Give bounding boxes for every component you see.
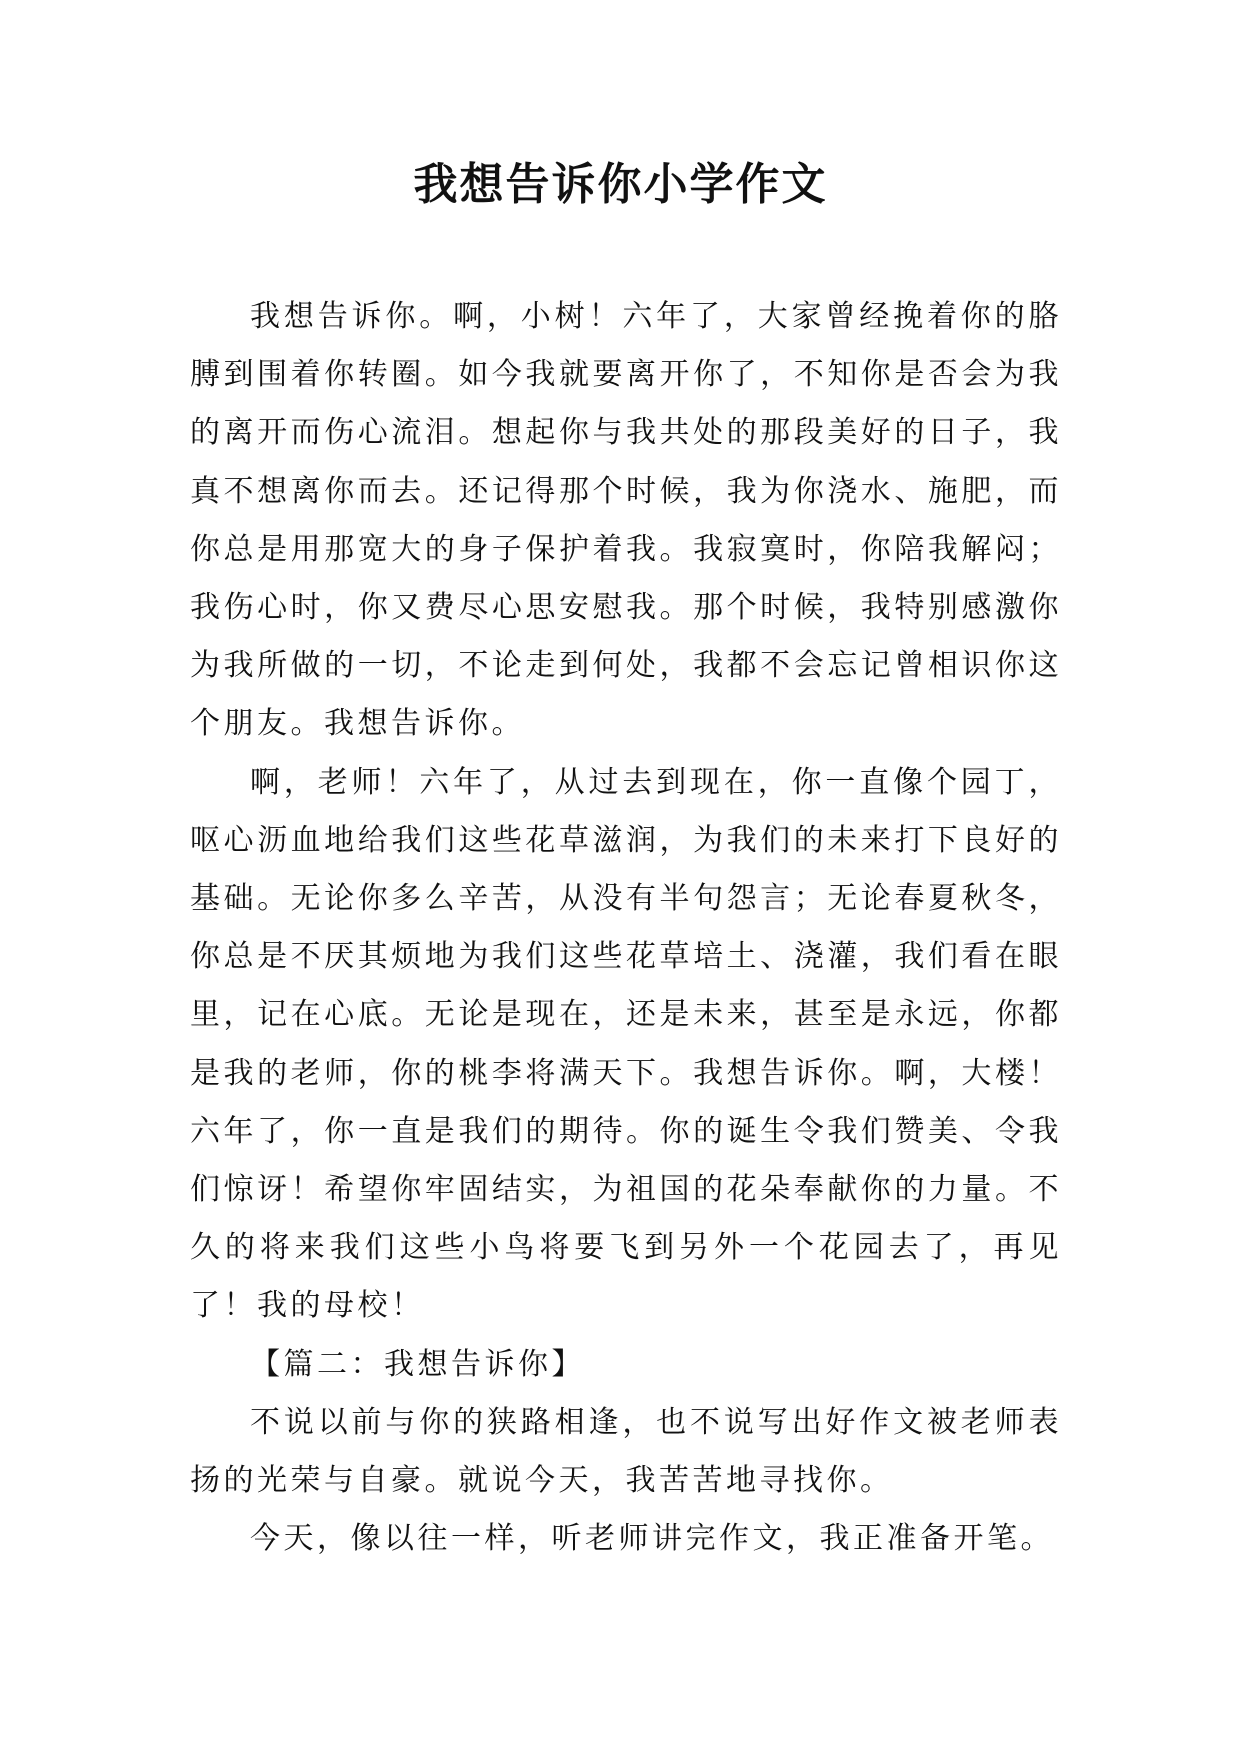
document-title: 我想告诉你小学作文 bbox=[413, 159, 828, 210]
document-body bbox=[190, 288, 1062, 1568]
paragraph: 不说以前与你的狭路相逢，也不说写出好作文被老师表扬的光荣与自豪。就说今天，我苦苦地寻找你。 bbox=[190, 1404, 1062, 1499]
section-heading: 【篇二：我想告诉你】 bbox=[250, 1346, 585, 1382]
paragraph: 啊，老师！六年了，从过去到现在，你一直像个园丁，呕心沥血地给我们这些花草滋润，为我们的未来打下良好的基础。无论你多么辛苦，从没有半句怨言；无论春夏秋冬，你总是不厌其烦地为我们这些花草培土、浇灌，我们看在眼里，记在心底。无论是现在，还是未来，甚至是永远，你都是我的老师，你的桃李将满天下。我想告诉你。啊，大楼！六年了，你一直是我们的期待。你的诞生令我们赞美、令我们惊讶！希望你牢固结实，为祖国的花朵奉献你的力量。不久的将来我们这些小鸟将要飞到另外一个花园去了，再见了！我的母校！ bbox=[190, 764, 1062, 1324]
paragraph: 今天，像以往一样，听老师讲完作文，我正准备开笔。 bbox=[250, 1521, 1054, 1557]
paragraph: 我想告诉你。啊，小树！六年了，大家曾经挽着你的胳膊到围着你转圈。如今我就要离开你了，不知你是否会为我的离开而伤心流泪。想起你与我共处的那段美好的日子，我真不想离你而去。还记得那个时候，我为你浇水、施肥，而你总是用那宽大的身子保护着我。我寂寞时，你陪我解闷；我伤心时，你又费尽心思安慰我。那个时候，我特别感激你为我所做的一切，不论走到何处，我都不会忘记曾相识你这个朋友。我想告诉你。 bbox=[190, 299, 1062, 742]
